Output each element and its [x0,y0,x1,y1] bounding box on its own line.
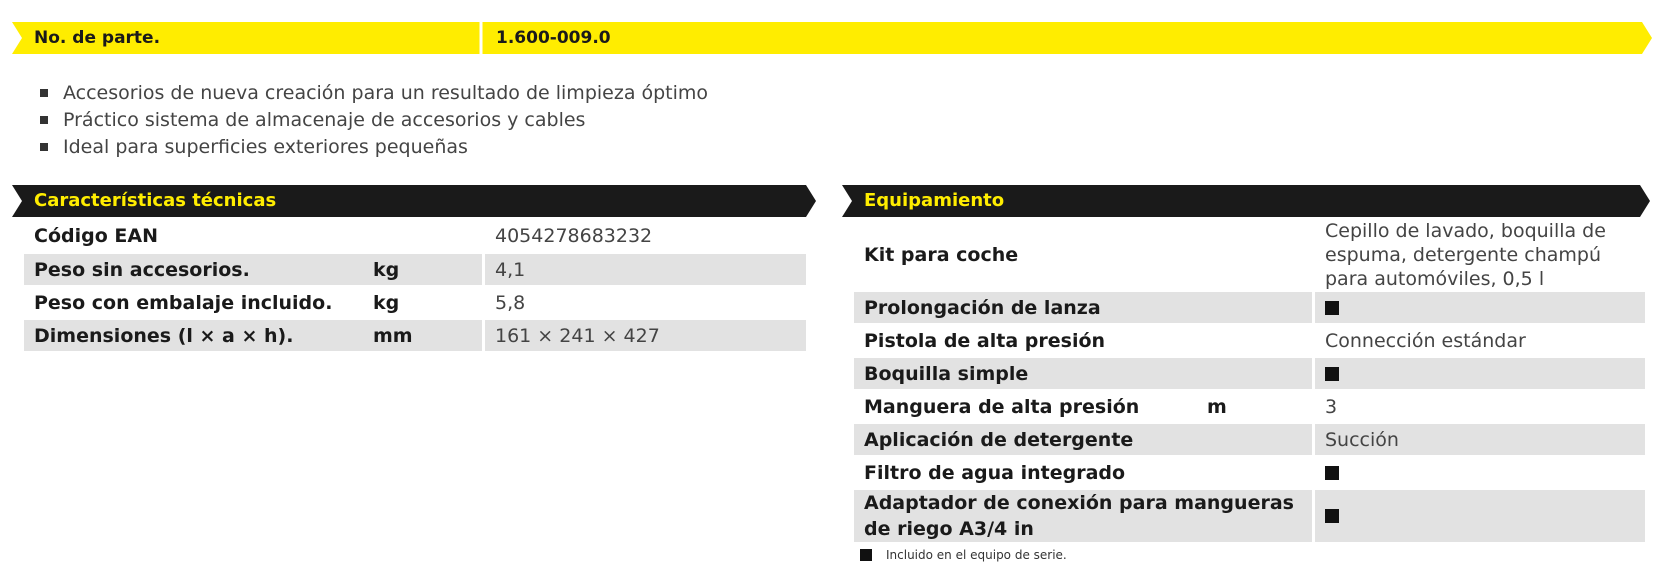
equip-row-value [1315,457,1645,488]
footnote [860,547,1067,563]
tech-row-label: Peso sin accesorios. [24,254,367,285]
equip-row-value: 3 [1325,395,1338,418]
tech-row-label: Código EAN [34,224,158,247]
equip-row-value: Cepillo de lavado, boquilla de espuma, detergente champú para automóviles, 0,5 l [1325,220,1606,290]
feature-text: Práctico sistema de almacenaje de accesorios y cables [63,109,586,131]
footnote-text: Incluido en el equipo de serie. [886,548,1067,562]
tech-row-unit: mm [367,320,482,351]
bullet-icon [40,116,48,124]
tech-row-label: Peso con embalaje incluido. [34,291,333,314]
feature-item [40,82,708,104]
equip-row-label: Filtro de agua integrado [864,461,1126,484]
tech-row-value: 4,1 [485,254,806,285]
feature-text: Ideal para superficies exteriores pequeñas [63,136,468,158]
equip-row-label: Prolongación de lanza [854,292,1312,323]
equip-row-value: Connección estándar [1325,329,1526,352]
tech-row-value: 4054278683232 [495,224,653,247]
bullet-icon [40,89,48,97]
part-number-label: No. de parte. [34,28,161,48]
tech-section-title: Características técnicas [34,190,277,211]
equip-section-title: Equipamiento [864,190,1005,211]
bullet-icon [40,143,48,151]
tech-row-label: Dimensiones (l × a × h). [24,320,367,351]
equip-row-value [1315,490,1645,542]
tech-row-value: 5,8 [495,291,526,314]
equip-row-label: Kit para coche [864,244,1019,266]
feature-text: Accesorios de nueva creación para un resultado de limpieza óptimo [63,82,709,104]
equip-row-label: Pistola de alta presión [864,329,1106,352]
included-square-icon [1325,466,1339,480]
equip-row-label: Manguera de alta presión [864,395,1140,418]
included-square-icon [1325,509,1339,523]
included-square-icon [1325,367,1339,381]
equip-row-value [1315,358,1645,389]
equip-row-label: Adaptador de conexión para mangueras de riego A3/4 in [854,490,1312,542]
part-number-banner [12,22,1652,54]
equip-row-label: Aplicación de detergente [854,424,1312,455]
equip-row-label: Boquilla simple [854,358,1312,389]
tech-row-unit: kg [373,291,400,314]
equip-row-unit: m [1207,395,1227,418]
equip-row-value: Succión [1315,424,1645,455]
feature-item [40,136,468,158]
included-square-icon [1325,301,1339,315]
tech-row-unit: kg [367,254,482,285]
tech-row-value: 161 × 241 × 427 [485,320,806,351]
feature-item [40,109,585,131]
equip-row-value [1315,292,1645,323]
part-number-value: 1.600-009.0 [496,28,611,48]
included-legend-icon [860,549,872,561]
